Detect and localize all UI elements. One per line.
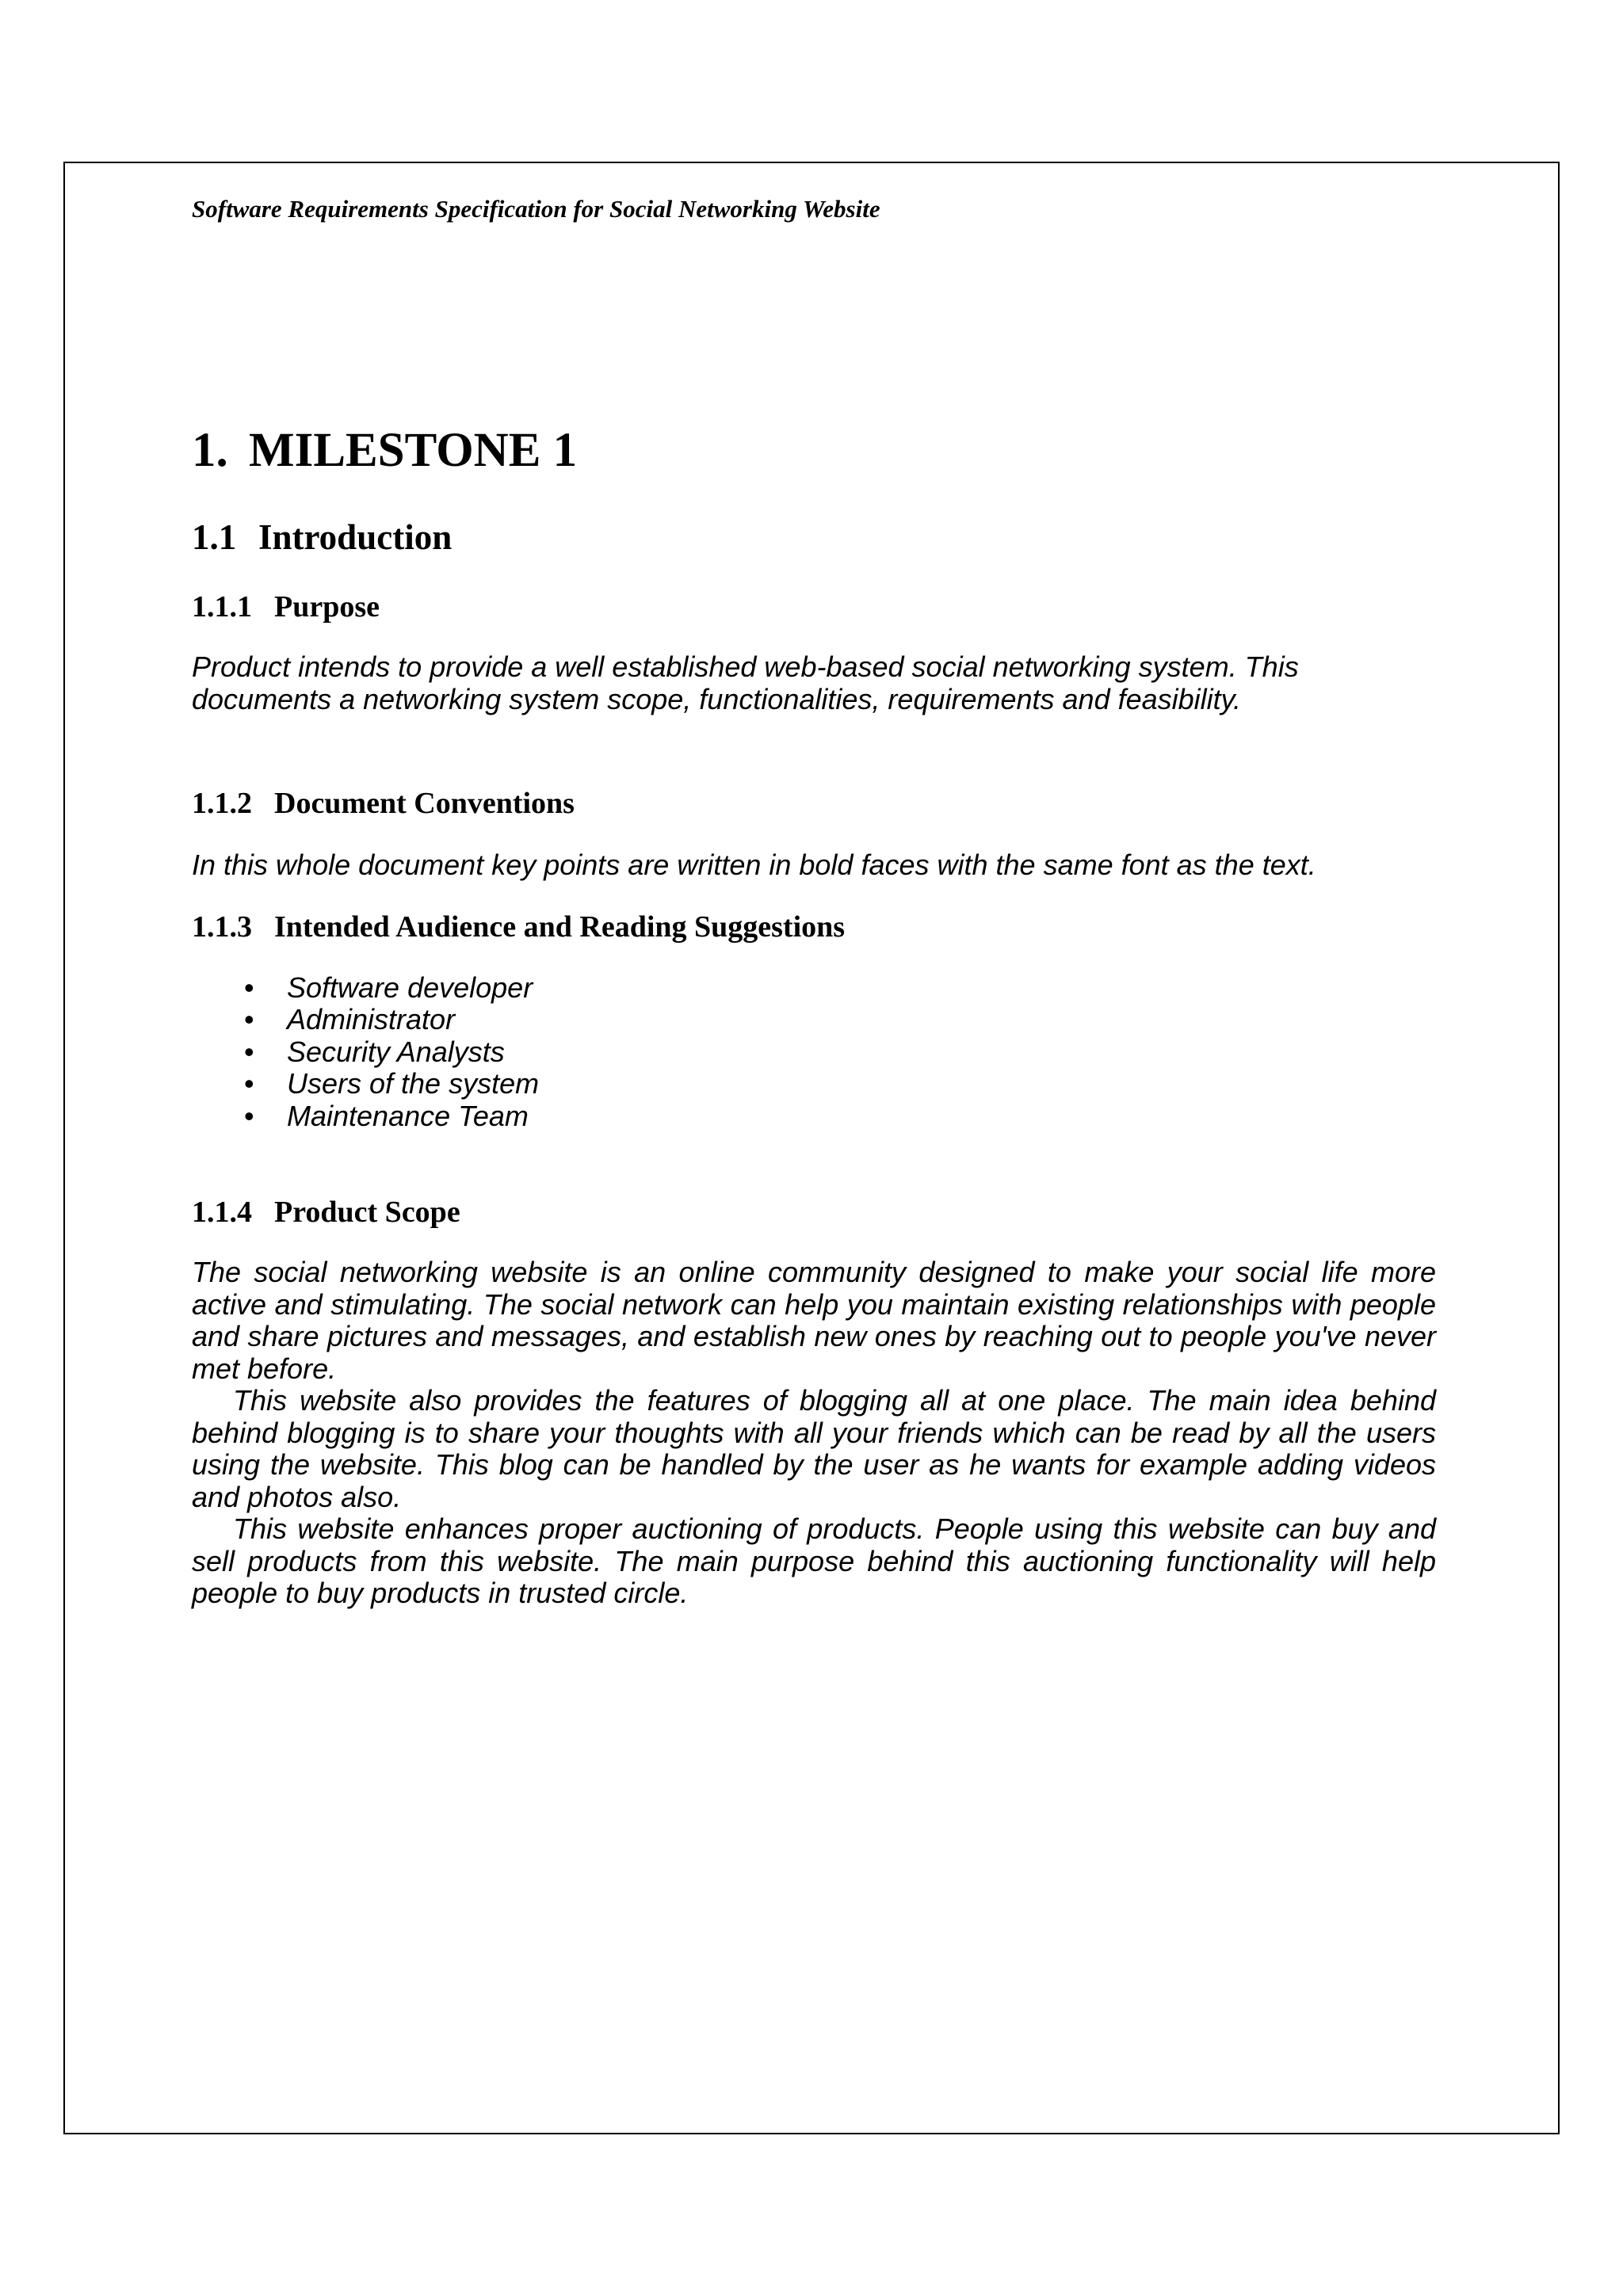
conventions-heading <box>192 785 1436 822</box>
running-header: Software Requirements Specification for Social Networking Website <box>192 195 880 223</box>
purpose-title: Purpose <box>274 590 380 624</box>
scope-title: Product Scope <box>274 1196 460 1229</box>
audience-list <box>192 972 1436 1133</box>
bullet-icon: • <box>244 1067 254 1100</box>
list-item: • Security Analysts <box>192 1036 1436 1069</box>
list-item: • Users of the system <box>192 1068 1436 1100</box>
bullet-icon: • <box>244 1099 254 1132</box>
scope-paragraph-2: This website also provides the features of blogging all at one place. The main idea behind behind blogging is to share your thoughts with all your friends which can be read by all the users using the website. This blog can be handled by the user as he wants for example adding videos and photos also. <box>192 1384 1436 1513</box>
scope-heading <box>192 1194 1436 1230</box>
purpose-text: Product intends to provide a well established web-based social networking system. This documents a networking system scope, functionalities, requirements and feasibility. <box>192 650 1299 715</box>
chapter-title: MILESTONE 1 <box>249 424 578 477</box>
list-item: • Administrator <box>192 1004 1436 1036</box>
audience-title: Intended Audience and Reading Suggestions <box>274 910 846 944</box>
conventions-text: In this whole document key points are written in bold faces with the same font as the text. <box>192 849 1316 881</box>
scope-paragraph-3: This website enhances proper auctioning of products. People using this website can buy and sell products from this website. The main purpose behind this auctioning functionality will help people to buy products in trusted circle. <box>192 1512 1436 1609</box>
chapter-number: 1. <box>192 424 228 477</box>
audience-heading <box>192 909 1436 945</box>
bullet-icon: • <box>244 1035 254 1068</box>
conventions-number: 1.1.2 <box>192 787 252 820</box>
audience-number: 1.1.3 <box>192 910 252 944</box>
bullet-icon: • <box>244 971 254 1004</box>
section-heading <box>192 516 1436 559</box>
bullet-icon: • <box>244 1003 254 1035</box>
list-item: • Software developer <box>192 972 1436 1005</box>
purpose-number: 1.1.1 <box>192 590 252 624</box>
section-title: Introduction <box>258 517 453 557</box>
scope-number: 1.1.4 <box>192 1196 252 1229</box>
document-body <box>192 193 1436 1610</box>
scope-paragraph-1: The social networking website is an online community designed to make your social life more active and stimulating. The social network can help you maintain existing relationships with people and share pictures and messages, and establish new ones by reaching out to people you've never met before. <box>192 1256 1436 1385</box>
chapter-heading <box>192 423 1436 479</box>
conventions-title: Document Conventions <box>274 787 575 820</box>
section-number: 1.1 <box>192 517 237 557</box>
list-item: • Maintenance Team <box>192 1100 1436 1133</box>
purpose-heading <box>192 589 1436 625</box>
